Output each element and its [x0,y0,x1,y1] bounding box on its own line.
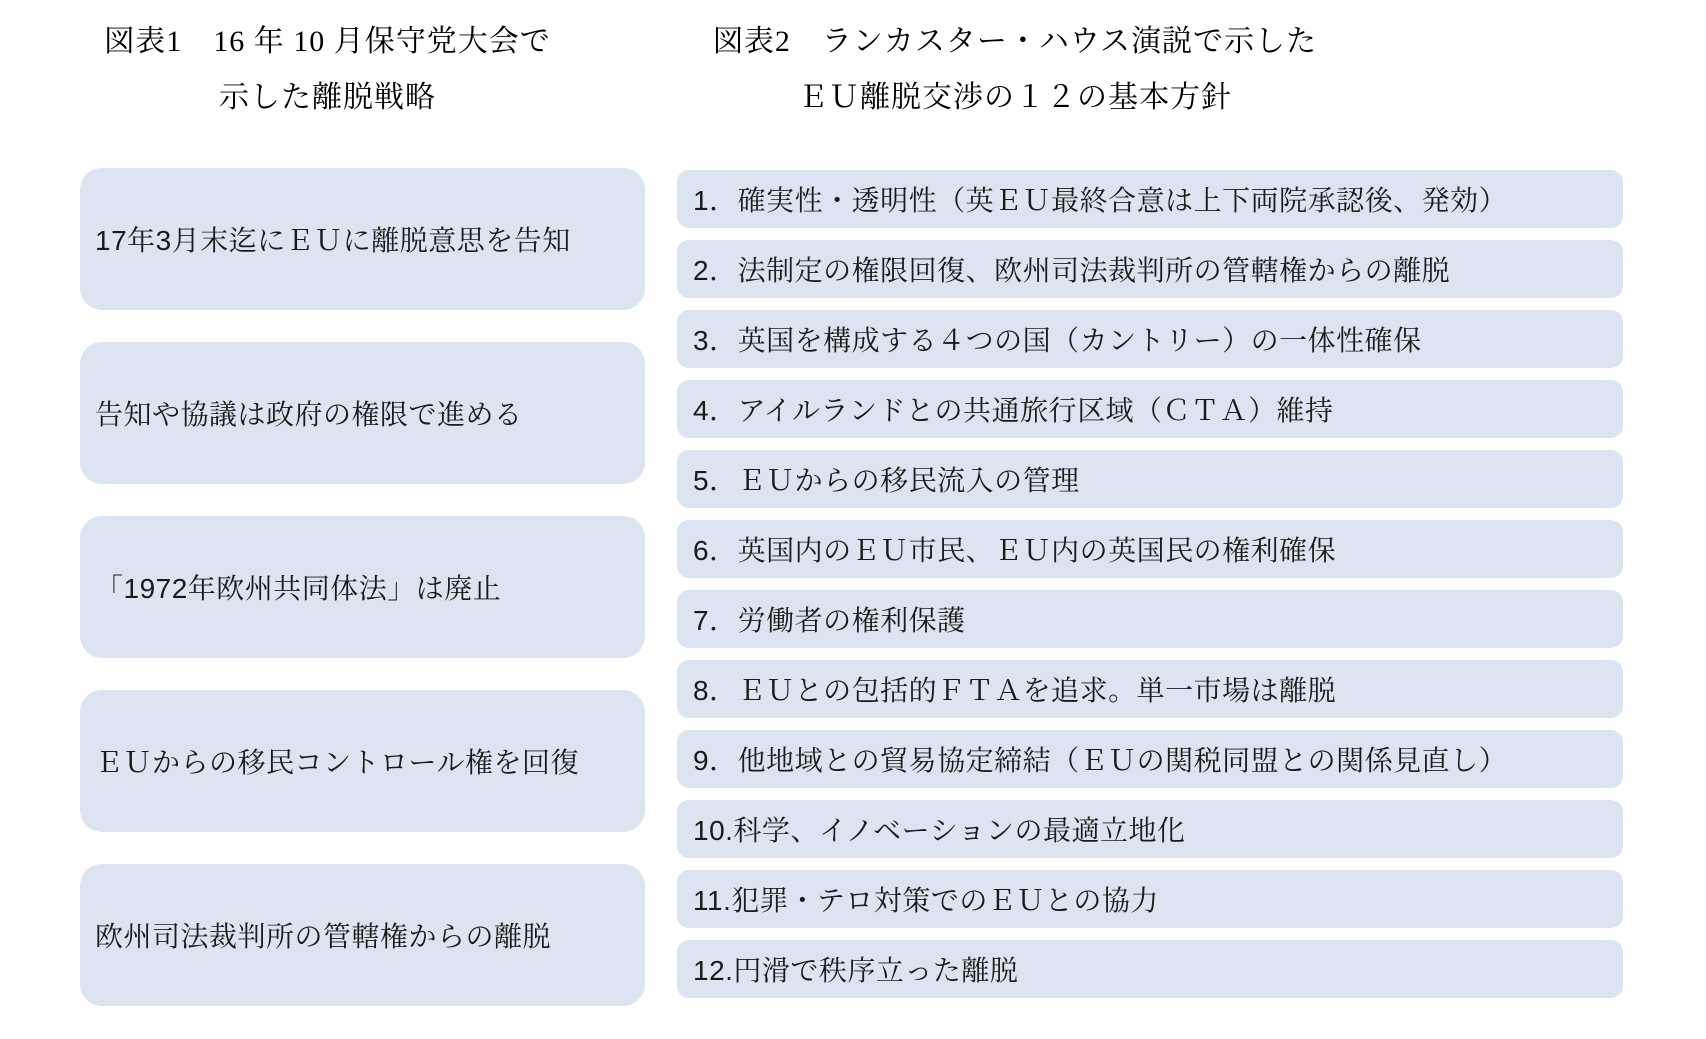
principle-box: 9．他地域との貿易協定締結（ＥＵの関税同盟との関係見直し） [677,730,1623,788]
principle-box: 1．確実性・透明性（英ＥＵ最終合意は上下両院承認後、発効） [677,170,1623,228]
principle-box: 11.犯罪・テロ対策でのＥＵとの協力 [677,870,1623,928]
principle-box: 4．アイルランドとの共通旅行区域（ＣＴＡ）維持 [677,380,1623,438]
strategy-box: 告知や協議は政府の権限で進める [80,342,645,484]
principle-box: 12.円滑で秩序立った離脱 [677,940,1623,998]
principle-box: 8．ＥＵとの包括的ＦＴＡを追求。単一市場は離脱 [677,660,1623,718]
figure1-title [85,14,570,126]
strategy-box: 「1972年欧州共同体法」は廃止 [80,516,645,658]
figure1-strategy-list [80,168,645,1006]
principle-box: 10.科学、イノベーションの最適立地化 [677,800,1623,858]
strategy-box: 17年3月末迄にＥＵに離脱意思を告知 [80,168,645,310]
figure2-principles-list [677,170,1623,998]
principle-box: 6．英国内のＥＵ市民、ＥＵ内の英国民の権利確保 [677,520,1623,578]
strategy-box: 欧州司法裁判所の管轄権からの離脱 [80,864,645,1006]
figure1-title-line1: 図表1 16 年 10 月保守党大会で [104,25,551,58]
principle-box: 5．ＥＵからの移民流入の管理 [677,450,1623,508]
figure1-title-line2: 示した離脱戦略 [219,81,436,114]
figure2-title-line2: ＥＵ離脱交渉の１２の基本方針 [798,81,1232,114]
strategy-box: ＥＵからの移民コントロール権を回復 [80,690,645,832]
principle-box: 3．英国を構成する４つの国（カントリー）の一体性確保 [677,310,1623,368]
figure2-title-line1: 図表2 ランカスター・ハウス演説で示した [712,25,1318,58]
principle-box: 2．法制定の権限回復、欧州司法裁判所の管轄権からの離脱 [677,240,1623,298]
principle-box: 7．労働者の権利保護 [677,590,1623,648]
figure2-title [640,14,1390,126]
